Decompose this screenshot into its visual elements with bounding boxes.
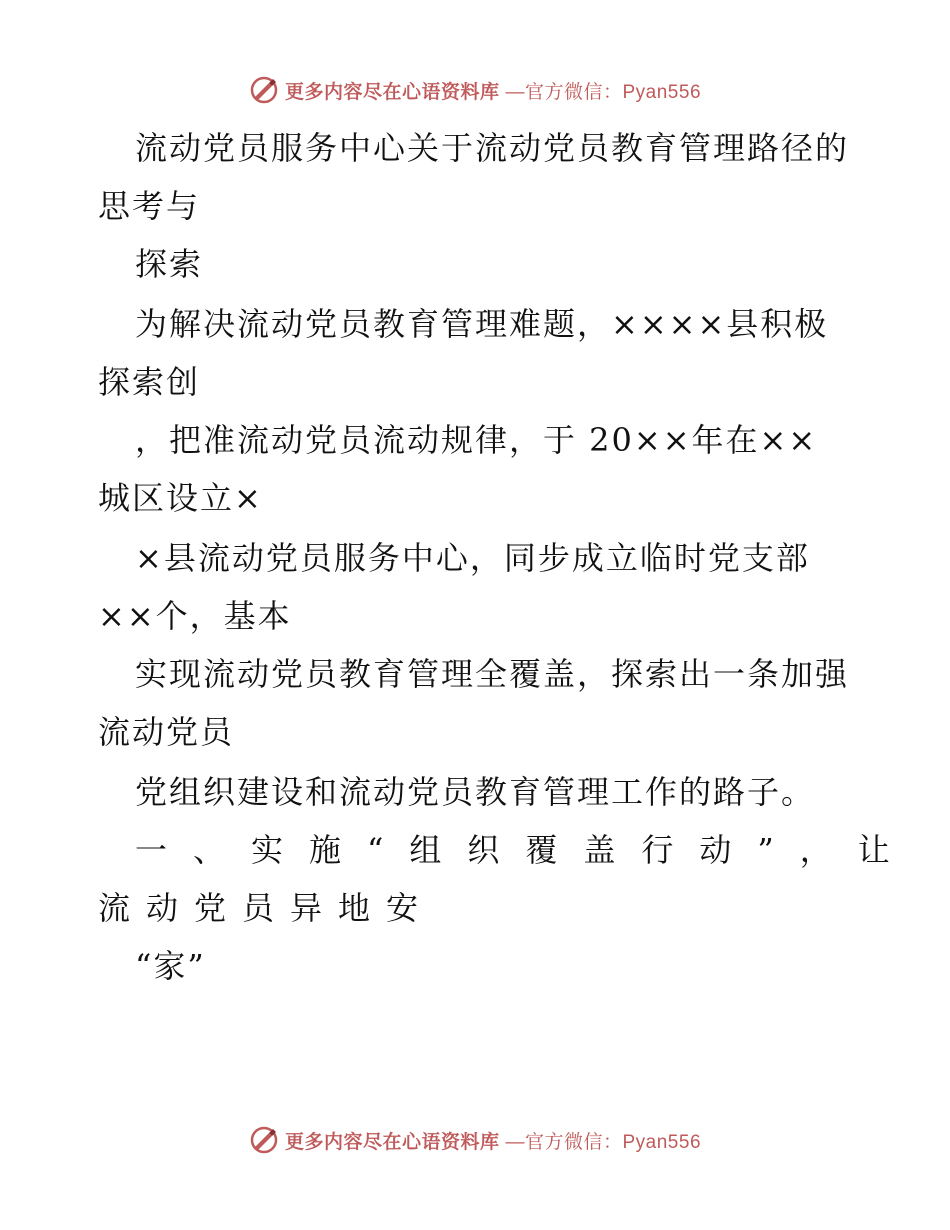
watermark-left-text: 更多内容尽在心语资料库 (284, 80, 500, 103)
pen-logo-icon (249, 1125, 279, 1155)
watermark-right-text: —官方微信：Pyan556 (505, 81, 702, 103)
text-line-14: 流动党员异地安 (98, 889, 435, 927)
text-line-3: 探索 (135, 245, 204, 283)
watermark-left-text: 更多内容尽在心语资料库 (284, 1130, 500, 1153)
text-line-11: 流动党员 (98, 713, 235, 751)
text-line-4: 为解决流动党员教育管理难题，××××县积极 (135, 305, 829, 343)
text-line-6: ，把准流动党员流动规律，于 20××年在×× (135, 421, 818, 459)
text-line-5: 探索创 (98, 363, 201, 401)
text-line-7: 城区设立× (98, 479, 263, 517)
footer-watermark (0, 1120, 950, 1160)
watermark-right-text: —官方微信：Pyan556 (505, 1131, 702, 1153)
text-line-1: 流动党员服务中心关于流动党员教育管理路径的 (135, 129, 850, 167)
text-line-8: ×县流动党员服务中心，同步成立临时党支部 (135, 539, 810, 577)
text-line-15: “家” (135, 947, 206, 985)
text-line-13: 一、实施“组织覆盖行动”，让 (135, 831, 916, 869)
pen-logo-icon (249, 75, 279, 105)
text-line-12: 党组织建设和流动党员教育管理工作的路子。 (135, 773, 816, 811)
text-line-10: 实现流动党员教育管理全覆盖，探索出一条加强 (135, 655, 850, 693)
header-watermark (0, 70, 950, 110)
text-line-9: ××个，基本 (98, 597, 292, 635)
text-line-2: 思考与 (98, 187, 201, 225)
